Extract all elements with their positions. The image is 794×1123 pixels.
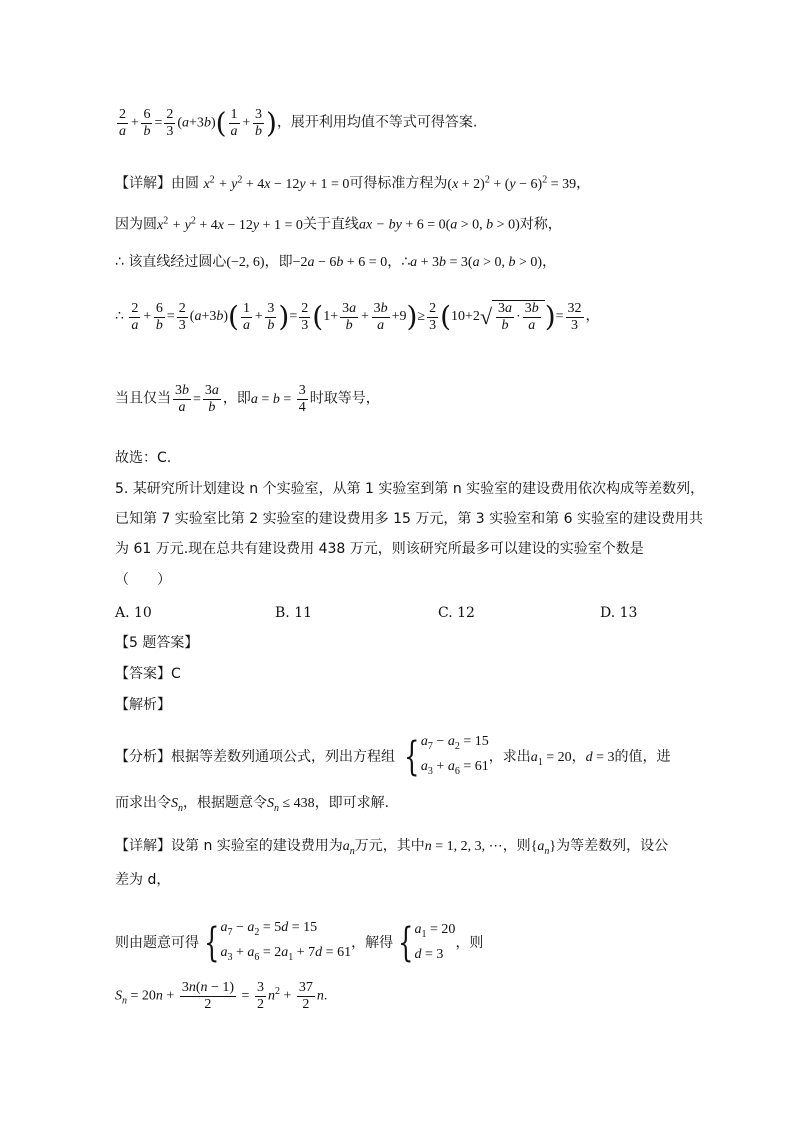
equation-system: $a_7 - a_2 = 15$ $a_3 + a_6 = 61$ — [420, 734, 489, 777]
question-5-line-2: 已知第 7 实验室比第 2 实验室的建设费用多 15 万元，第 3 实验室和第 6 实验室的建设费用共 — [115, 511, 703, 527]
fraction: $\frac{2}{a}$ — [119, 107, 126, 139]
fraction: $\frac{2}{3}$ — [166, 107, 174, 139]
answer-heading: 【5 题答案】 — [115, 635, 199, 651]
line-equation: ax − by + 6 = 0(a > 0, b > 0) — [358, 217, 520, 233]
inequality-line: ∴ $\frac{2}{a}$ + $\frac{6}{b}$ = $\frac{2}{3}$ (a+3b)( $\frac{1}{a}$ + $\frac{3}{b}$ )= $\frac{2}{3}$ (1+ $\frac{3a}{b}$ + $\frac{3b}{a}$ +9)≥ $\frac{2}{3}$ (10+2√ $\frac{3a}{b}$ · $\frac{3b}{a}$ )= $\frac{32}{3}$ ， — [115, 300, 600, 333]
center-point: (−2, 6) — [226, 255, 265, 270]
fraction: $\frac{6}{b}$ — [143, 107, 151, 139]
text: 时取等号， — [309, 390, 380, 407]
fraction: $\frac{3}{b}$ — [255, 107, 262, 139]
text: 根据等差数列通项公式，列出方程组 — [171, 748, 395, 765]
analysis-tag: 【分析】 — [115, 748, 171, 765]
text: 可得标准方程为 — [349, 175, 448, 192]
analysis-line-1: 【分析】根据等差数列通项公式，列出方程组 { $a_7 - a_2 = 15$ $a_3 + a_6 = 61$ ，求出$a_1 = 20$，d = 3的值，进 — [115, 733, 671, 780]
text: ，则 — [455, 934, 484, 951]
fraction: $\frac{3}{b}$ — [267, 300, 275, 333]
equation: a + 3b = 3(a > 0, b > 0) — [410, 255, 543, 270]
fraction: $\frac{32}{3}$ — [567, 300, 582, 333]
detail-line-2 — [115, 211, 562, 236]
question-5-line-3: 为 61 万元.现在总共有建设费用 438 万元，则该研究所最多可以建设的实验室个数是 — [115, 541, 644, 557]
square-root: $\frac{3a}{b}$ · $\frac{3b}{a}$ — [492, 300, 545, 334]
option-d: D. 13 — [600, 605, 638, 621]
circle-equation: $x^2 + y^2 + 4x - 12y + 1 = 0$ — [203, 174, 350, 192]
detail-tag: 【详解】 — [115, 175, 171, 192]
option-a: A. 10 — [115, 605, 152, 621]
text: ，即 — [264, 254, 293, 270]
text: 而求出令 — [115, 795, 171, 811]
circle-equation: $x^2 + y^2 + 4x - 12y + 1 = 0$ — [157, 215, 303, 233]
text: 由圆 — [171, 175, 199, 192]
fraction: $\frac{1}{a}$ — [242, 300, 250, 333]
analysis-line-2: 而求出令$S_n$，根据题意令$S_n \le 438$，即可求解. — [115, 795, 390, 814]
text: 设第 n 实验室的建设费用为 — [171, 838, 343, 854]
fraction: $\frac{3a}{b}$ — [342, 300, 357, 333]
fraction: $\frac{2}{3}$ — [178, 300, 186, 333]
equality-condition: 当且仅当 $\frac{3b}{a}$ = $\frac{3a}{b}$ ，即a = b = $\frac{3}{4}$ 时取等号， — [115, 383, 380, 415]
fraction: $\frac{2}{a}$ — [131, 300, 139, 333]
text: 万元，其中 — [354, 838, 425, 854]
text: ，则 — [502, 838, 531, 854]
text: 的值，进 — [614, 748, 671, 765]
analysis-heading: 【解析】 — [115, 697, 171, 713]
solution-system: $a_1 = 20$ d = 3 — [414, 922, 456, 963]
text: ，即 — [222, 390, 251, 407]
fraction: $\frac{2}{3}$ — [429, 300, 437, 333]
detail2-line-2: 差为 d， — [115, 872, 171, 888]
line1-text: ，展开利用均值不等式可得答案. — [276, 114, 478, 131]
equation-system: $a_7 - a_2 = 5d = 15$ $a_3 + a_6 = 2a_1 + 7d = 61$ — [220, 920, 352, 963]
text: ，解得 — [351, 934, 394, 951]
text: ， — [542, 254, 557, 270]
question-5-paren: （ ） — [115, 572, 171, 588]
option-b: B. 11 — [275, 605, 313, 621]
fraction: $\frac{6}{b}$ — [155, 300, 163, 333]
text: 为等差数列，设公 — [556, 838, 669, 854]
text: ∴ 该直线经过圆心 — [115, 254, 227, 270]
text: 对称， — [519, 216, 562, 233]
text: 关于直线 — [302, 216, 359, 233]
text: 因为圆 — [115, 216, 157, 233]
detail-line-1 — [115, 170, 590, 195]
detail2-line-3: 则由题意可得 { $a_7 - a_2 = 5d = 15$ $a_3 + a_6 = 2a_1 + 7d = 61$ ，解得 { $a_1 = 20$ d = 3 ，则 — [115, 919, 484, 966]
sum-formula: $S_n = 20n$ + $\frac{3n(n - 1)}{2}$ = $\frac{3}{2}$ $n^2$ + $\frac{37}{2}$ n. — [115, 980, 328, 1012]
fraction: $\frac{1}{a}$ — [230, 107, 238, 139]
fraction: $\frac{2}{3}$ — [301, 300, 309, 333]
text: ， — [576, 175, 591, 192]
text: 当且仅当 — [115, 390, 171, 407]
question-5-line-1: 5. 某研究所计划建设 n 个实验室，从第 1 实验室到第 n 实验室的建设费用依次构成等差数列， — [115, 481, 705, 497]
text: ，即可求解. — [314, 795, 390, 811]
conclusion: 故选：C. — [115, 450, 172, 466]
answer: 【答案】C — [115, 666, 181, 682]
text: ，根据题意令 — [183, 795, 267, 811]
text: 则由题意可得 — [115, 934, 199, 951]
formula-line-1: $\frac{2}{a}$ + $\frac{6}{b}$ = $\frac{2}{3}$ (a+3b)( $\frac{1}{a}$ + $\frac{3}{b}$ )，展开利用均值不等式可得答案. — [119, 106, 478, 140]
equation: −2a − 6b + 6 = 0 — [292, 255, 388, 270]
detail2-line-1: 【详解】设第 n 实验室的建设费用为$a_n$万元，其中n = 1, 2, 3, ⋯，则$\{a_n\}$为等差数列，设公 — [115, 838, 669, 857]
standard-equation: $(x + 2)^2 + (y - 6)^2 = 39$ — [447, 174, 577, 192]
detail-line-3 — [115, 252, 556, 273]
detail-tag: 【详解】 — [115, 838, 171, 854]
text: ，求出 — [488, 748, 531, 765]
fraction: $\frac{3b}{a}$ — [373, 300, 388, 333]
text: ，∴ — [387, 254, 411, 270]
option-c: C. 12 — [438, 605, 475, 621]
